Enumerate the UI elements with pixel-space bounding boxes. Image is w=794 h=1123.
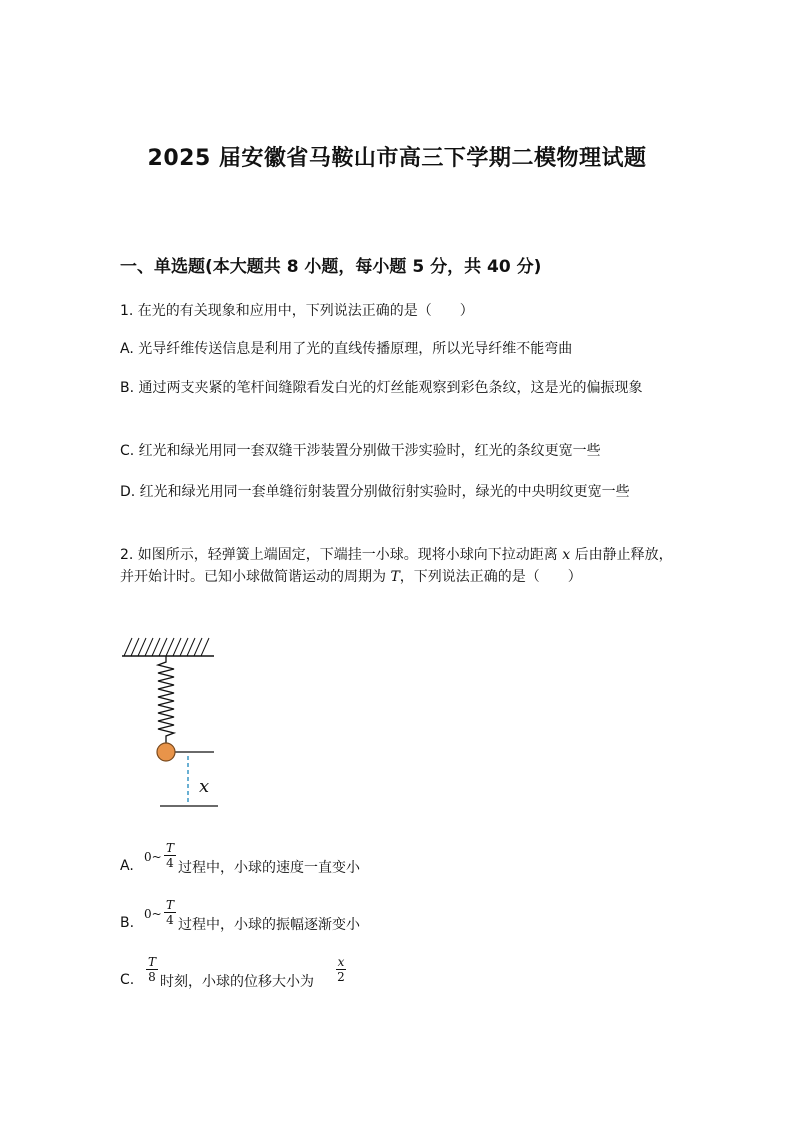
fraction-t-over-8: T 8	[147, 955, 156, 984]
question-2-option-a: A. 0~ T 4 过程中，小球的速度一直变小	[120, 841, 360, 876]
spring-ball-figure	[118, 632, 228, 812]
section-heading: 一、单选题(本大题共 8 小题，每小题 5 分，共 40 分)	[120, 257, 542, 277]
question-1-option-c: C. 红光和绿光用同一套双缝干涉装置分别做干涉实验时，红光的条纹更宽一些	[120, 443, 601, 459]
question-2-option-b: B. 0~ T 4 过程中，小球的振幅逐渐变小	[120, 898, 360, 933]
question-1-option-d: D. 红光和绿光用同一套单缝衍射装置分别做衍射实验时，绿光的中央明纹更宽一些	[120, 484, 630, 500]
fraction-x-over-2: x 2	[337, 955, 345, 984]
fraction-t-over-4: T 4	[165, 841, 174, 870]
document-title: 2025 届安徽省马鞍山市高三下学期二模物理试题	[147, 146, 647, 171]
question-2-option-c: C. T 8 时刻，小球的位移大小为 x 2	[120, 955, 345, 990]
question-1-stem: 1. 在光的有关现象和应用中，下列说法正确的是（ ）	[120, 303, 474, 319]
ceiling-hatch	[122, 638, 214, 656]
question-1-option-b: B. 通过两支夹紧的笔杆间缝隙看发白光的灯丝能观察到彩色条纹，这是光的偏振现象	[120, 380, 643, 396]
question-2-stem: 2. 如图所示，轻弹簧上端固定，下端挂一小球。现将小球向下拉动距离 x 后由静止释放，并开始计时。已知小球做简谐运动的周期为 T，下列说法正确的是（ ）	[120, 547, 673, 585]
spring-coil	[158, 656, 174, 743]
ball	[157, 743, 175, 761]
displacement-label: x	[199, 776, 210, 797]
fraction-t-over-4: T 4	[165, 898, 174, 927]
question-1-option-a: A. 光导纤维传送信息是利用了光的直线传播原理，所以光导纤维不能弯曲	[120, 341, 573, 357]
